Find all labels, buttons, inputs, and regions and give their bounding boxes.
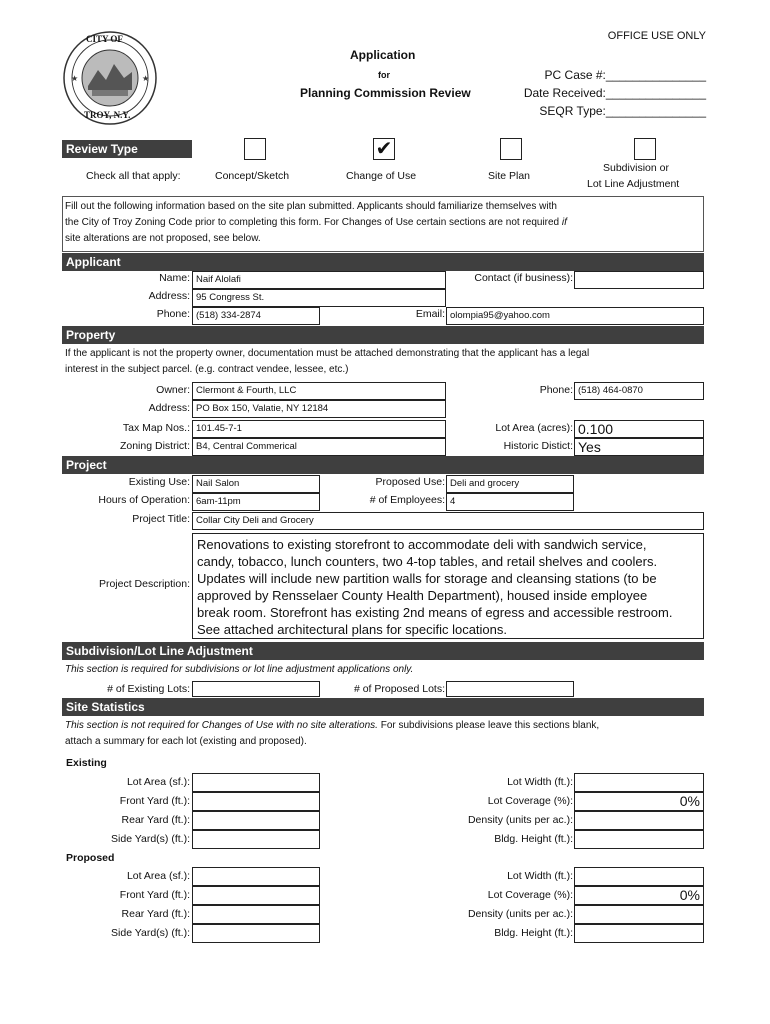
employees-label: # of Employees: xyxy=(369,494,445,506)
owner-field[interactable]: Clermont & Fourth, LLC xyxy=(192,382,446,400)
applicant-bar: Applicant xyxy=(62,253,704,271)
intro-line3: site alterations are not proposed, see below. xyxy=(65,233,261,244)
desc-line: Renovations to existing storefront to accommodate deli with sandwich service, xyxy=(197,537,647,552)
name-label: Name: xyxy=(159,272,190,284)
subdivision-label-1: Subdivision or xyxy=(603,162,669,174)
phone-field[interactable]: (518) 334-2874 xyxy=(192,307,320,325)
proposed-rear-yard-field[interactable] xyxy=(192,905,320,924)
site-note-rest: For subdivisions please leave this sections blank, xyxy=(377,720,600,731)
proposed-lot-width-field[interactable] xyxy=(574,867,704,886)
property-note xyxy=(62,346,704,378)
site-note-1 xyxy=(65,718,704,734)
proposed-density-field[interactable] xyxy=(574,905,704,924)
existing-front-yard-label: Front Yard (ft.): xyxy=(119,795,190,807)
existing-lots-label: # of Existing Lots: xyxy=(107,683,190,695)
lot-area-acres-label: Lot Area (acres): xyxy=(495,422,573,434)
intro-text xyxy=(62,199,704,247)
project-description-label: Project Description: xyxy=(98,578,190,590)
change-of-use-checkbox[interactable] xyxy=(373,138,395,160)
owner-phone-label: Phone: xyxy=(539,384,573,396)
review-type-bar: Review Type xyxy=(62,140,192,158)
historic-label: Historic Distict: xyxy=(503,440,573,452)
existing-side-yard-field[interactable] xyxy=(192,830,320,849)
existing-lot-width-label: Lot Width (ft.): xyxy=(507,776,573,788)
subdivision-bar: Subdivision/Lot Line Adjustment xyxy=(62,642,704,660)
desc-line: candy, tobacco, lunch counters, two 4-top tables, and retail shelves and coolers. xyxy=(197,554,658,569)
desc-line: Updates will include new partition walls for storage and cleansing stations (to be xyxy=(197,571,657,586)
desc-line: break room. Storefront has existing 2nd means of egress and accessible restroom. xyxy=(197,605,673,620)
check-all-label: Check all that apply: xyxy=(86,170,181,182)
address-label: Address: xyxy=(148,290,190,302)
concept-sketch-checkbox[interactable] xyxy=(244,138,266,160)
desc-line: See attached architectural plans for specific locations. xyxy=(197,622,508,637)
existing-rear-yard-label: Rear Yard (ft.): xyxy=(121,814,190,826)
owner-address-field[interactable]: PO Box 150, Valatie, NY 12184 xyxy=(192,400,446,418)
site-plan-checkbox[interactable] xyxy=(500,138,522,160)
existing-front-yard-field[interactable] xyxy=(192,792,320,811)
proposed-lot-coverage-field[interactable]: 0% xyxy=(574,886,704,905)
site-note-2: attach a summary for each lot (existing and proposed). xyxy=(65,736,307,747)
proposed-bldg-height-label: Bldg. Height (ft.): xyxy=(494,927,573,939)
hours-field[interactable]: 6am-11pm xyxy=(192,493,320,511)
existing-lot-coverage-field[interactable]: 0% xyxy=(574,792,704,811)
subdivision-checkbox[interactable] xyxy=(634,138,656,160)
office-use-label: OFFICE USE ONLY xyxy=(607,30,706,42)
address-field[interactable]: 95 Congress St. xyxy=(192,289,446,307)
site-note xyxy=(62,718,704,750)
seal-top-text: CITY OF xyxy=(86,34,123,44)
existing-rear-yard-field[interactable] xyxy=(192,811,320,830)
contact-field[interactable] xyxy=(574,271,704,289)
site-note-ital: This section is not required for Changes of Use with no site alterations. xyxy=(65,720,378,731)
proposed-bldg-height-field[interactable] xyxy=(574,924,704,943)
existing-lot-area-label: Lot Area (sf.): xyxy=(126,776,190,788)
property-note-1: If the applicant is not the property owner, documentation must be attached demonstrating that the applicant has a legal xyxy=(65,348,590,359)
contact-label: Contact (if business): xyxy=(474,272,573,284)
site-statistics-bar: Site Statistics xyxy=(62,698,704,716)
existing-lots-field[interactable] xyxy=(192,681,320,697)
intro-line2 xyxy=(65,215,704,231)
proposed-rear-yard-label: Rear Yard (ft.): xyxy=(121,908,190,920)
check-mark-icon: ✔ xyxy=(375,138,393,160)
seqr-type: SEQR Type:_______________ xyxy=(539,104,706,118)
title-line2: for xyxy=(378,70,390,80)
owner-phone-field[interactable]: (518) 464-0870 xyxy=(574,382,704,400)
name-field[interactable]: Naif Alolafi xyxy=(192,271,446,289)
subdivision-label-2: Lot Line Adjustment xyxy=(587,178,680,190)
existing-density-field[interactable] xyxy=(574,811,704,830)
intro-line2-text: the City of Troy Zoning Code prior to completing this form. For Changes of Use certain sections are not required xyxy=(65,217,562,228)
email-field[interactable]: olompia95@yahoo.com xyxy=(446,307,704,325)
existing-lot-width-field[interactable] xyxy=(574,773,704,792)
svg-text:★: ★ xyxy=(142,74,150,83)
project-bar: Project xyxy=(62,456,704,474)
svg-text:★: ★ xyxy=(71,74,79,83)
desc-line: approved by Rensselaer County Health Department), housed inside employee xyxy=(197,588,648,603)
existing-side-yard-label: Side Yard(s) (ft.): xyxy=(111,833,190,845)
intro-line2-ital: if xyxy=(561,217,567,228)
existing-bldg-height-label: Bldg. Height (ft.): xyxy=(494,833,573,845)
date-received: Date Received:_______________ xyxy=(523,86,706,100)
lot-area-acres-field[interactable]: 0.100 xyxy=(574,420,704,438)
existing-density-label: Density (units per ac.): xyxy=(467,814,573,826)
proposed-front-yard-label: Front Yard (ft.): xyxy=(119,889,190,901)
seal-bottom-text: TROY, N.Y. xyxy=(84,110,131,120)
proposed-lots-label: # of Proposed Lots: xyxy=(353,683,445,695)
zoning-field[interactable]: B4, Central Commerical xyxy=(192,438,446,456)
owner-label: Owner: xyxy=(156,384,190,396)
email-label: Email: xyxy=(415,308,445,320)
proposed-heading: Proposed xyxy=(66,852,115,864)
property-bar: Property xyxy=(62,326,704,344)
proposed-density-label: Density (units per ac.): xyxy=(467,908,573,920)
proposed-front-yard-field[interactable] xyxy=(192,886,320,905)
tax-map-field[interactable]: 101.45-7-1 xyxy=(192,420,446,438)
project-title-label: Project Title: xyxy=(132,513,190,525)
proposed-lot-area-field[interactable] xyxy=(192,867,320,886)
site-plan-label: Site Plan xyxy=(488,170,531,182)
project-title-field[interactable]: Collar City Deli and Grocery xyxy=(192,512,704,530)
pc-case: PC Case #:_______________ xyxy=(544,68,706,82)
existing-use-label: Existing Use: xyxy=(128,476,190,488)
existing-lot-area-field[interactable] xyxy=(192,773,320,792)
intro-line1: Fill out the following information based on the site plan submitted. Applicants should familiarize themselves with xyxy=(65,201,557,212)
hours-label: Hours of Operation: xyxy=(98,494,190,506)
zoning-label: Zoning District: xyxy=(119,440,190,452)
existing-heading: Existing xyxy=(66,757,107,769)
proposed-lot-width-label: Lot Width (ft.): xyxy=(507,870,573,882)
historic-field[interactable]: Yes xyxy=(574,438,704,456)
employees-field[interactable]: 4 xyxy=(446,493,574,511)
project-description-field[interactable] xyxy=(192,533,704,639)
proposed-use-field[interactable]: Deli and grocery xyxy=(446,475,574,493)
title-line1: Application xyxy=(350,48,416,62)
proposed-lot-area-label: Lot Area (sf.): xyxy=(126,870,190,882)
proposed-side-yard-field[interactable] xyxy=(192,924,320,943)
concept-sketch-label: Concept/Sketch xyxy=(215,170,290,182)
proposed-use-label: Proposed Use: xyxy=(375,476,445,488)
proposed-side-yard-label: Side Yard(s) (ft.): xyxy=(111,927,190,939)
phone-label: Phone: xyxy=(156,308,190,320)
property-note-2: interest in the subject parcel. (e.g. contract vendee, lessee, etc.) xyxy=(65,364,349,375)
existing-bldg-height-field[interactable] xyxy=(574,830,704,849)
proposed-lot-coverage-label: Lot Coverage (%): xyxy=(487,889,573,901)
owner-address-label: Address: xyxy=(148,402,190,414)
existing-use-field[interactable]: Nail Salon xyxy=(192,475,320,493)
title-line3: Planning Commission Review xyxy=(300,86,471,100)
proposed-lots-field[interactable] xyxy=(446,681,574,697)
existing-lot-coverage-label: Lot Coverage (%): xyxy=(487,795,573,807)
subdivision-note: This section is required for subdivisions or lot line adjustment applications only. xyxy=(65,664,414,675)
change-of-use-label: Change of Use xyxy=(346,170,417,182)
tax-map-label: Tax Map Nos.: xyxy=(122,422,190,434)
